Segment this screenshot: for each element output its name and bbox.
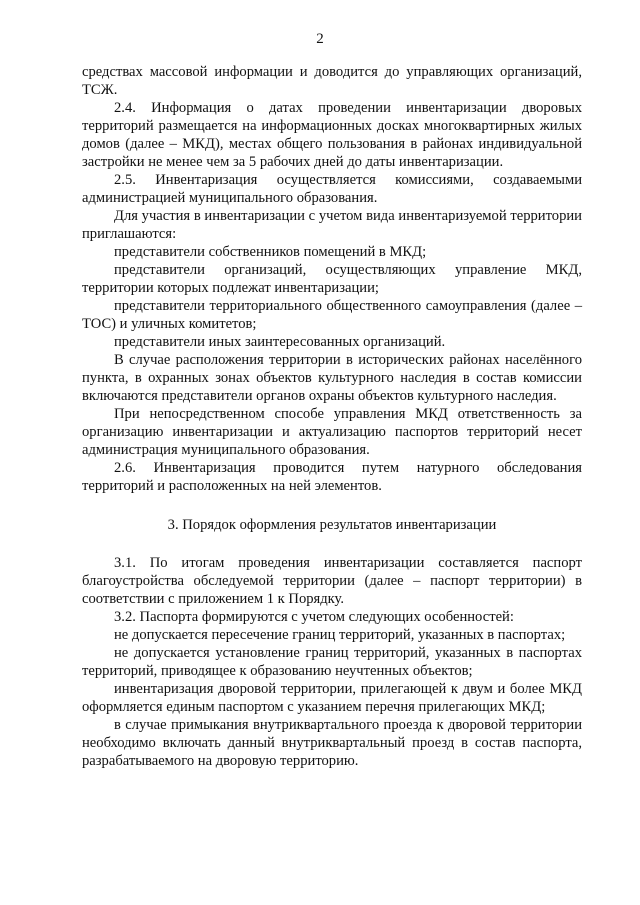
paragraph: 3.1. По итогам проведения инвентаризации составляется паспорт благоустройства обследуемой территории (далее – паспорт территории) в соответствии с приложением 1 к Порядку. [82,555,582,607]
paragraph: 3.2. Паспорта формируются с учетом следующих особенностей: [114,609,514,625]
paragraph: 2.6. Инвентаризация проводится путем натурного обследования территорий и расположенных на ней элементов. [82,460,582,494]
paragraph: в случае примыкания внутриквартального проезда к дворовой территории необходимо включать данный внутриквартальный проезд в состав паспорта, разрабатываемого на дворовую территорию. [82,717,582,769]
paragraph: При непосредственном способе управления МКД ответственность за организацию инвентаризации и актуализацию паспортов территорий несет администрация муниципального образования. [82,406,582,458]
paragraph: не допускается пересечение границ территорий, указанных в паспортах; [114,627,566,643]
page-number: 2 [316,31,324,47]
paragraph: представители собственников помещений в МКД; [114,244,427,260]
paragraph: инвентаризация дворовой территории, прилегающей к двум и более МКД оформляется единым паспортом с указанием перечня прилегающих МКД; [82,681,582,715]
paragraph: не допускается установление границ территорий, указанных в паспортах территорий, приводящее к образованию неучтенных объектов; [82,645,582,679]
paragraph: 2.5. Инвентаризация осуществляется комиссиями, создаваемыми администрацией муниципального образования. [82,172,582,206]
paragraph: В случае расположения территории в исторических районах населённого пункта, в охранных зонах объектов культурного наследия в состав комиссии включаются представители органов охраны объектов культурного наследия. [82,352,582,404]
document-body [82,63,582,770]
paragraph: представители организаций, осуществляющих управление МКД, территории которых подлежат инвентаризации; [82,262,582,296]
paragraph: представители территориального общественного самоуправления (далее – ТОС) и уличных комитетов; [82,298,582,332]
paragraph: средствах массовой информации и доводится до управляющих организаций, ТСЖ. [82,64,582,98]
paragraph: Для участия в инвентаризации с учетом вида инвентаризуемой территории приглашаются: [82,208,582,242]
section-heading: 3. Порядок оформления результатов инвентаризации [167,517,497,533]
section-3-body [82,554,582,770]
paragraph: 2.4. Информация о датах проведении инвентаризации дворовых территорий размещается на информационных досках многоквартирных жилых домов (далее – МКД), местах общего пользования в районах индивидуальной застройки не менее чем за 5 рабочих дней до даты инвентаризации. [82,100,582,170]
paragraph: представители иных заинтересованных организаций. [114,334,446,350]
section-2-continued [82,63,582,495]
